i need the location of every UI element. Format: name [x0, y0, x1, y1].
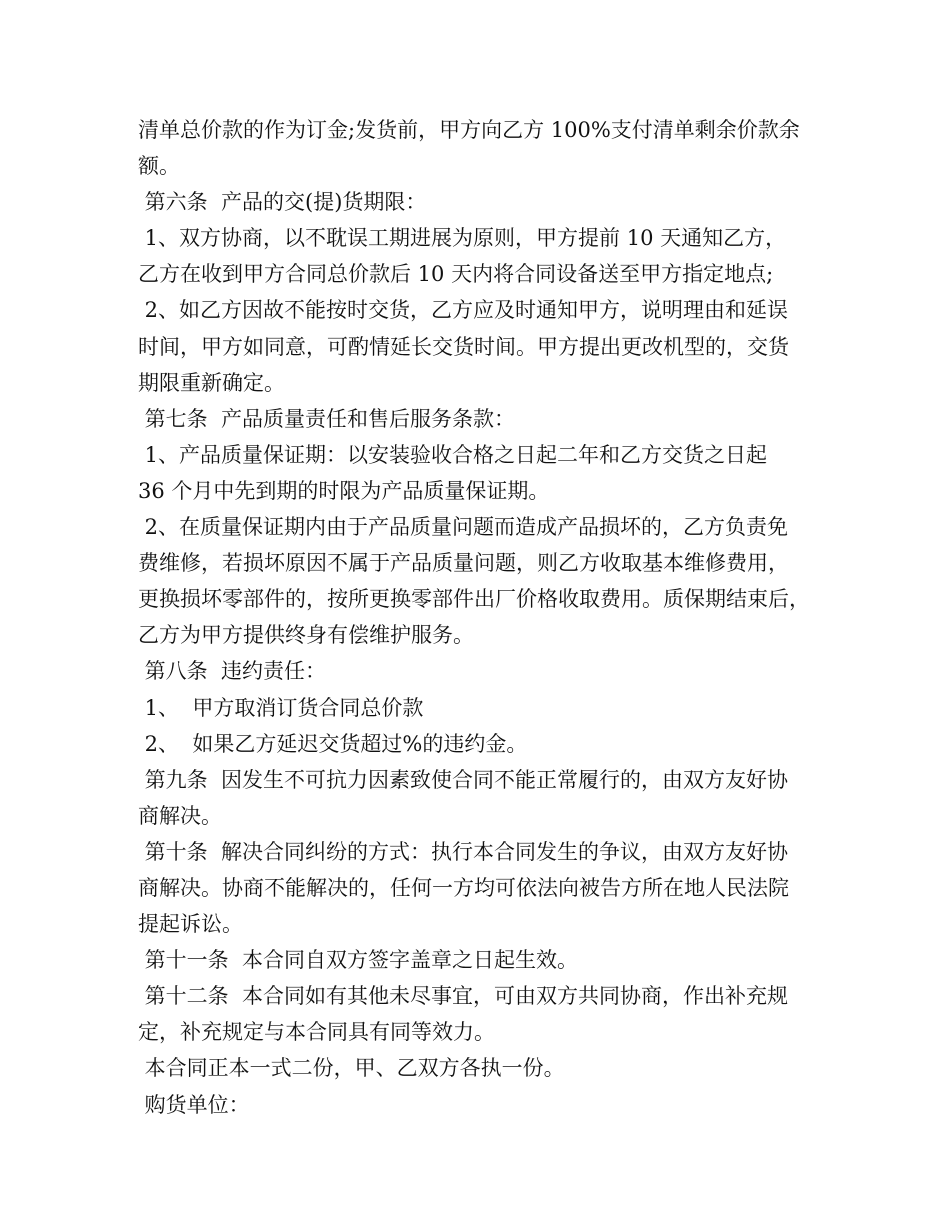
text-line: 乙方为甲方提供终身有偿维护服务。	[138, 623, 474, 648]
clause-heading: 第十二条 本合同如有其他未尽事宜，可由双方共同协商，作出补充规	[138, 984, 789, 1009]
signature-label: 购货单位：	[138, 1092, 250, 1117]
clause-heading: 第七条 产品质量责任和售后服务条款：	[138, 406, 516, 431]
text-line: 时间，甲方如同意，可酌情延长交货时间。甲方提出更改机型的，交货	[138, 334, 789, 359]
text-line: 2、 如果乙方延迟交货超过%的违约金。	[138, 731, 528, 756]
text-line: 2、在质量保证期内由于产品质量问题而造成产品损坏的，乙方负责免	[138, 515, 789, 540]
text-line: 额。	[138, 154, 180, 179]
text-line: 费维修，若损坏原因不属于产品质量问题，则乙方收取基本维修费用，	[138, 551, 789, 576]
text-line: 1、 甲方取消订货合同总价款	[138, 695, 424, 720]
text-line: 36 个月中先到期的时限为产品质量保证期。	[138, 478, 550, 503]
text-line: 清单总价款的作为订金;发货前，甲方向乙方 100%支付清单剩余价款余	[138, 118, 800, 142]
clause-heading: 第八条 违约责任：	[138, 659, 327, 684]
text-line: 2、如乙方因故不能按时交货，乙方应及时通知甲方，说明理由和延误	[138, 298, 789, 323]
text-line: 商解决。	[138, 803, 222, 828]
text-line: 定，补充规定与本合同具有同等效力。	[138, 1020, 495, 1045]
document-body	[138, 112, 838, 1123]
text-line: 1、产品质量保证期：以安装验收合格之日起二年和乙方交货之日起	[138, 442, 768, 467]
clause-heading: 第十一条 本合同自双方签字盖章之日起生效。	[138, 948, 579, 973]
text-line: 更换损坏零部件的，按所更换零部件出厂价格收取费用。质保期结束后，	[138, 587, 810, 612]
text-line: 期限重新确定。	[138, 370, 285, 395]
clause-heading: 第十条 解决合同纠纷的方式：执行本合同发生的争议，由双方友好协	[138, 839, 789, 864]
text-line: 商解决。协商不能解决的，任何一方均可依法向被告方所在地人民法院	[138, 875, 789, 900]
text-line: 乙方在收到甲方合同总价款后 10 天内将合同设备送至甲方指定地点;	[138, 262, 774, 287]
clause-heading: 第九条 因发生不可抗力因素致使合同不能正常履行的，由双方友好协	[138, 767, 789, 792]
text-line: 1、双方协商，以不耽误工期进展为原则，甲方提前 10 天通知乙方，	[138, 226, 787, 251]
clause-heading: 第六条 产品的交(提)货期限：	[138, 190, 427, 215]
text-line: 本合同正本一式二份，甲、乙双方各执一份。	[138, 1056, 565, 1081]
text-line: 提起诉讼。	[138, 912, 243, 937]
